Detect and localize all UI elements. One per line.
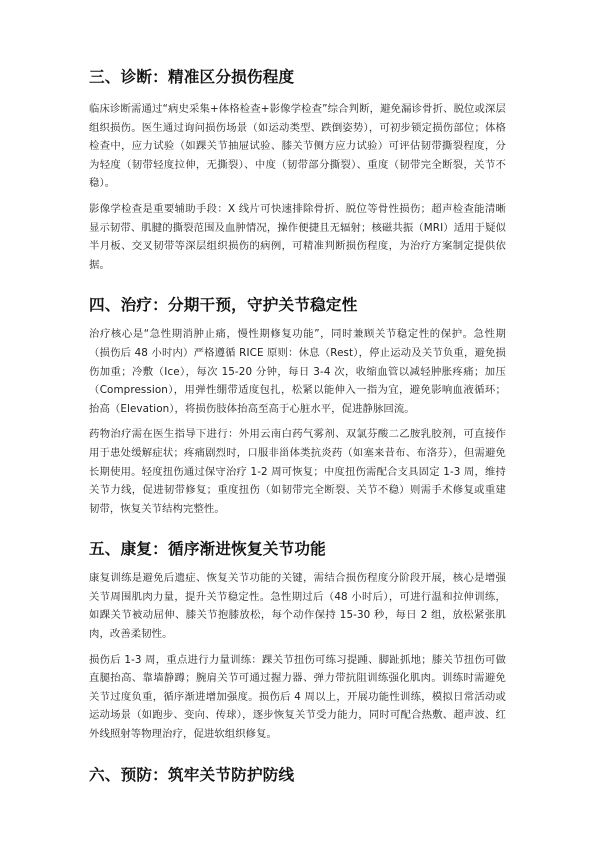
paragraph-diagnosis-imaging: 影像学检查是重要辅助手段：X 线片可快速排除骨折、脱位等骨性损伤；超声检查能清晰显示韧带、肌腱的撕裂范围及血肿情况，操作便捷且无辐射；核磁共振（MRI）适用于疑似半月板、交叉韧带等深层组织损伤的病例，可精准判断损伤程度，为治疗方案制定提供依据。 xyxy=(89,202,506,271)
section-heading-rehabilitation: 五、康复：循序渐进恢复关节功能 xyxy=(89,540,326,559)
section-heading-treatment: 四、治疗：分期干预，守护关节稳定性 xyxy=(89,296,358,315)
paragraph-diagnosis-clinical: 临床诊断需通过“病史采集+体格检查+影像学检查”综合判断，避免漏诊骨折、脱位或深层组织损伤。医生通过询问损伤场景（如运动类型、跌倒姿势），可初步锁定损伤部位；体格检查中，应力试验（如踝关节抽屉试验、膝关节侧方应力试验）可评估韧带撕裂程度，分为轻度（韧带轻度拉伸，无撕裂）、中度（韧带部分撕裂）、重度（韧带完全断裂，关节不稳）。 xyxy=(89,103,506,190)
section-heading-diagnosis: 三、诊断：精准区分损伤程度 xyxy=(89,68,295,86)
paragraph-treatment-acute: 治疗核心是“急性期消肿止痛，慢性期修复功能”，同时兼顾关节稳定性的保护。急性期（损伤后 48 小时内）严格遵循 RICE 原则：休息（Rest），停止运动及关节负重，避免损伤加重；冷敷（Ice），每次 15-20 分钟，每日 3-4 次，收缩血管以减轻肿胀疼痛；加压（Compression），用弹性绷带适度包扎，松紧以能伸入一指为宜，避免影响血液循环；抬高（Elevation），将损伤肢体抬高至高于心脏水平，促进静脉回流。 xyxy=(89,328,506,415)
paragraph-rehabilitation-stretching: 康复训练是避免后遗症、恢复关节功能的关键，需结合损伤程度分阶段开展，核心是增强关节周围肌肉力量，提升关节稳定性。急性期过后（48 小时后），可进行温和拉伸训练，如踝关节被动屈伸、膝关节抱膝放松，每个动作保持 15-30 秒，每日 2 组，放松紧张肌肉，改善柔韧性。 xyxy=(89,572,506,641)
section-heading-prevention: 六、预防：筑牢关节防护防线 xyxy=(89,765,295,784)
paragraph-rehabilitation-strength: 损伤后 1-3 周，重点进行力量训练：踝关节扭伤可练习提踵、脚趾抓地；膝关节扭伤可做直腿抬高、靠墙静蹲；腕肩关节可通过握力器、弹力带抗阻训练强化肌肉。训练时需避免关节过度负重，循序渐进增加强度。损伤后 4 周以上，开展功能性训练，模拟日常活动或运动场景（如跑步、变向、传球），逐步恢复关节受力能力，同时可配合热敷、超声波、红外线照射等物理治疗，促进软组织修复。 xyxy=(89,653,506,741)
paragraph-treatment-medication: 药物治疗需在医生指导下进行：外用云南白药气雾剂、双氯芬酸二乙胺乳胶剂，可直接作用于患处缓解症状；疼痛剧烈时，口服非甾体类抗炎药（如塞来昔布、布洛芬），但需避免长期使用。轻度扭伤通过保守治疗 1-2 周可恢复；中度扭伤需配合支具固定 1-3 周，维持关节力线，促进韧带修复；重度扭伤（如韧带完全断裂、关节不稳）则需手术修复或重建韧带，恢复关节结构完整性。 xyxy=(89,428,506,515)
